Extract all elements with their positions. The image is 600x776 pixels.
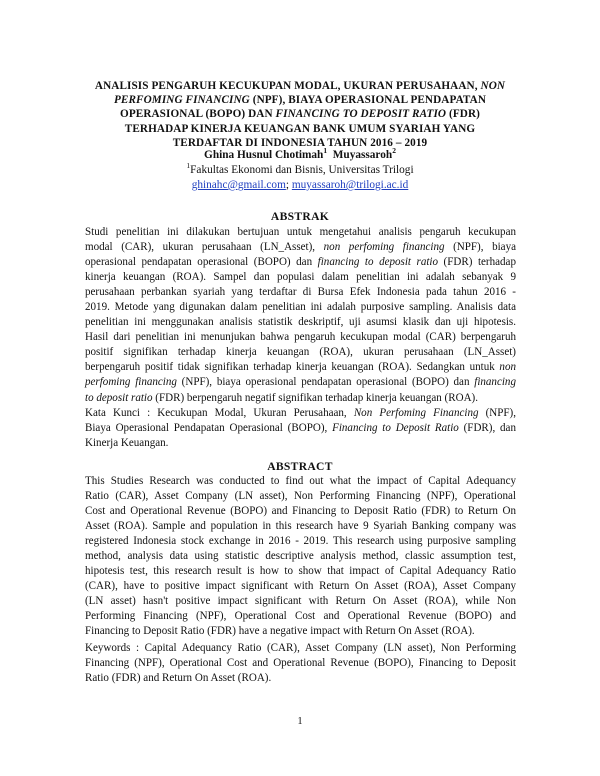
text-line: kinerja keuangan (ROA). Sampel dan populasi dalam penelitian ini adalah sebanyak 9 [85,271,516,284]
abstract-heading: ABSTRACT [267,460,333,473]
email-link-1[interactable]: ghinahc@gmail.com [191,179,286,191]
affiliation-mark: 1 [186,161,191,171]
text-line: (CAR), have to positive impact significant with Return On Asset (ROA), Asset Company [85,580,516,593]
text-line: positif signifikan terhadap kinerja keuangan (ROA), ukuran perusahaan (LN_Asset) [85,346,516,359]
text-line: Kinerja Keuangan. [85,437,169,450]
title-line: TERHADAP KINERJA KEUANGAN BANK UMUM SYARIAH YANG [124,122,476,135]
text-line: This Studies Research was conducted to find out what the impact of Capital Adequancy [85,475,516,487]
text-line: perfoming financing (NPF), biaya operasional pendapatan operasional (BOPO) dan financing [85,376,516,389]
text-line: berpengaruh positif tidak signifikan terhadap kinerja keuangan (ROA). Sedangkan untuk non [85,361,516,374]
text-line: Biaya Operasional Pendapatan Operasional (BOPO), Financing to Deposit Ratio (FDR), dan [85,422,516,435]
text-line: (LN asset) hasn't positive impact significant with Return On Asset (ROA), while Non [85,595,516,608]
abstrak-body [85,225,516,406]
text-line: Cost and Operational Revenue (BOPO) and Financing to Deposit Ratio (FDR) to Return On [85,505,516,518]
text-line: 2019. Metode yang digunakan dalam penelitian ini adalah purposive sampling. Analisis data [85,301,516,314]
text-line: Performing Financing (NPF), Operational Cost and Operational Revenue (BOPO) and [85,610,516,623]
email-link-2[interactable]: muyassaroh@trilogi.ac.id [291,179,409,191]
abstrak-heading: ABSTRAK [270,210,330,223]
text-line: Keywords : Capital Adequancy Ratio (CAR), Asset Company (LN asset), Non Performing [85,642,516,654]
abstrak-keywords [85,406,516,451]
text-line: Financing (NPF), Operational Cost and Operational Revenue (BOPO), Financing to Deposit [85,657,516,670]
text-line: Ratio (FDR) and Return On Asset (ROA). [85,672,272,685]
author-2-affiliation-mark: 2 [392,146,396,156]
text-line: to deposit ratio (FDR) berpengaruh negatif signifikan terhadap kinerja keuangan (ROA). [85,391,478,404]
text-line: perusahaan perbankan syariah yang terdaftar di Bursa Efek Indonesia pada tahun 2016 - [85,286,516,299]
author-2: Muyassaroh [332,149,393,161]
author-emails [0,179,600,192]
abstract-keywords [85,641,516,686]
page-number: 1 [297,716,303,727]
author-names [0,146,600,162]
email-separator: ; [285,179,292,191]
text-line: hipotesis test, this research result is how to show that impact of Capital Adequancy Ratio [85,565,516,578]
paper-title [78,79,522,150]
text-line: method, analysis data using statistic descriptive analysis method, classic assumption test, [85,550,516,563]
text-line: Financing to Deposit Ratio (FDR) have a negative impact with Return On Asset (ROA). [85,625,475,638]
title-line: ANALISIS PENGARUH KECUKUPAN MODAL, UKURAN PERUSAHAAN, NON [94,80,506,92]
text-line: penelitian ini menggunakan analisis statistik deskriptif, uji asumsi klasik dan uji hipotesis. [85,316,516,329]
text-line: Hasil dari penelitian ini menunjukan bahwa pengaruh kecukupan modal (CAR) berpengaruh [85,331,516,344]
text-line: Ratio (CAR), Asset Company (LN asset), Non Performing Financing (NPF), Operational [85,490,516,503]
affiliation [0,161,600,177]
abstract-body [85,474,516,640]
text-line: modal (CAR), ukuran perusahaan (LN_Asset), non perfoming financing (NPF), biaya [85,241,517,254]
text-line: operasional pendapatan operasional (BOPO) dan financing to deposit ratio (FDR) terhadap [85,256,516,269]
text-line: registered Indonesia stock exchange in 2016 - 2019. This research using purposive sampling [85,535,516,548]
text-line: Kata Kunci : Kecukupan Modal, Ukuran Perusahaan, Non Perfoming Financing (NPF), [85,407,516,419]
affiliation-text: Fakultas Ekonomi dan Bisnis, Universitas Trilogi [190,164,414,176]
author-1-affiliation-mark: 1 [323,146,328,156]
text-line: Asset (ROA). Sample and population in this research have 9 Syariah Banking company was [85,520,516,533]
author-block [0,146,600,192]
title-line: TERDAFTAR DI INDONESIA TAHUN 2016 – 2019 [172,136,428,149]
author-1: Ghina Husnul Chotimah [204,149,324,161]
text-line: Studi penelitian ini dilakukan bertujuan untuk mengetahui analisis pengaruh kecukupan [85,226,516,238]
title-line: OPERASIONAL (BOPO) DAN FINANCING TO DEPOSIT RATIO (FDR) [120,108,480,121]
title-line: PERFOMING FINANCING (NPF), BIAYA OPERASIONAL PENDAPATAN [113,94,487,107]
